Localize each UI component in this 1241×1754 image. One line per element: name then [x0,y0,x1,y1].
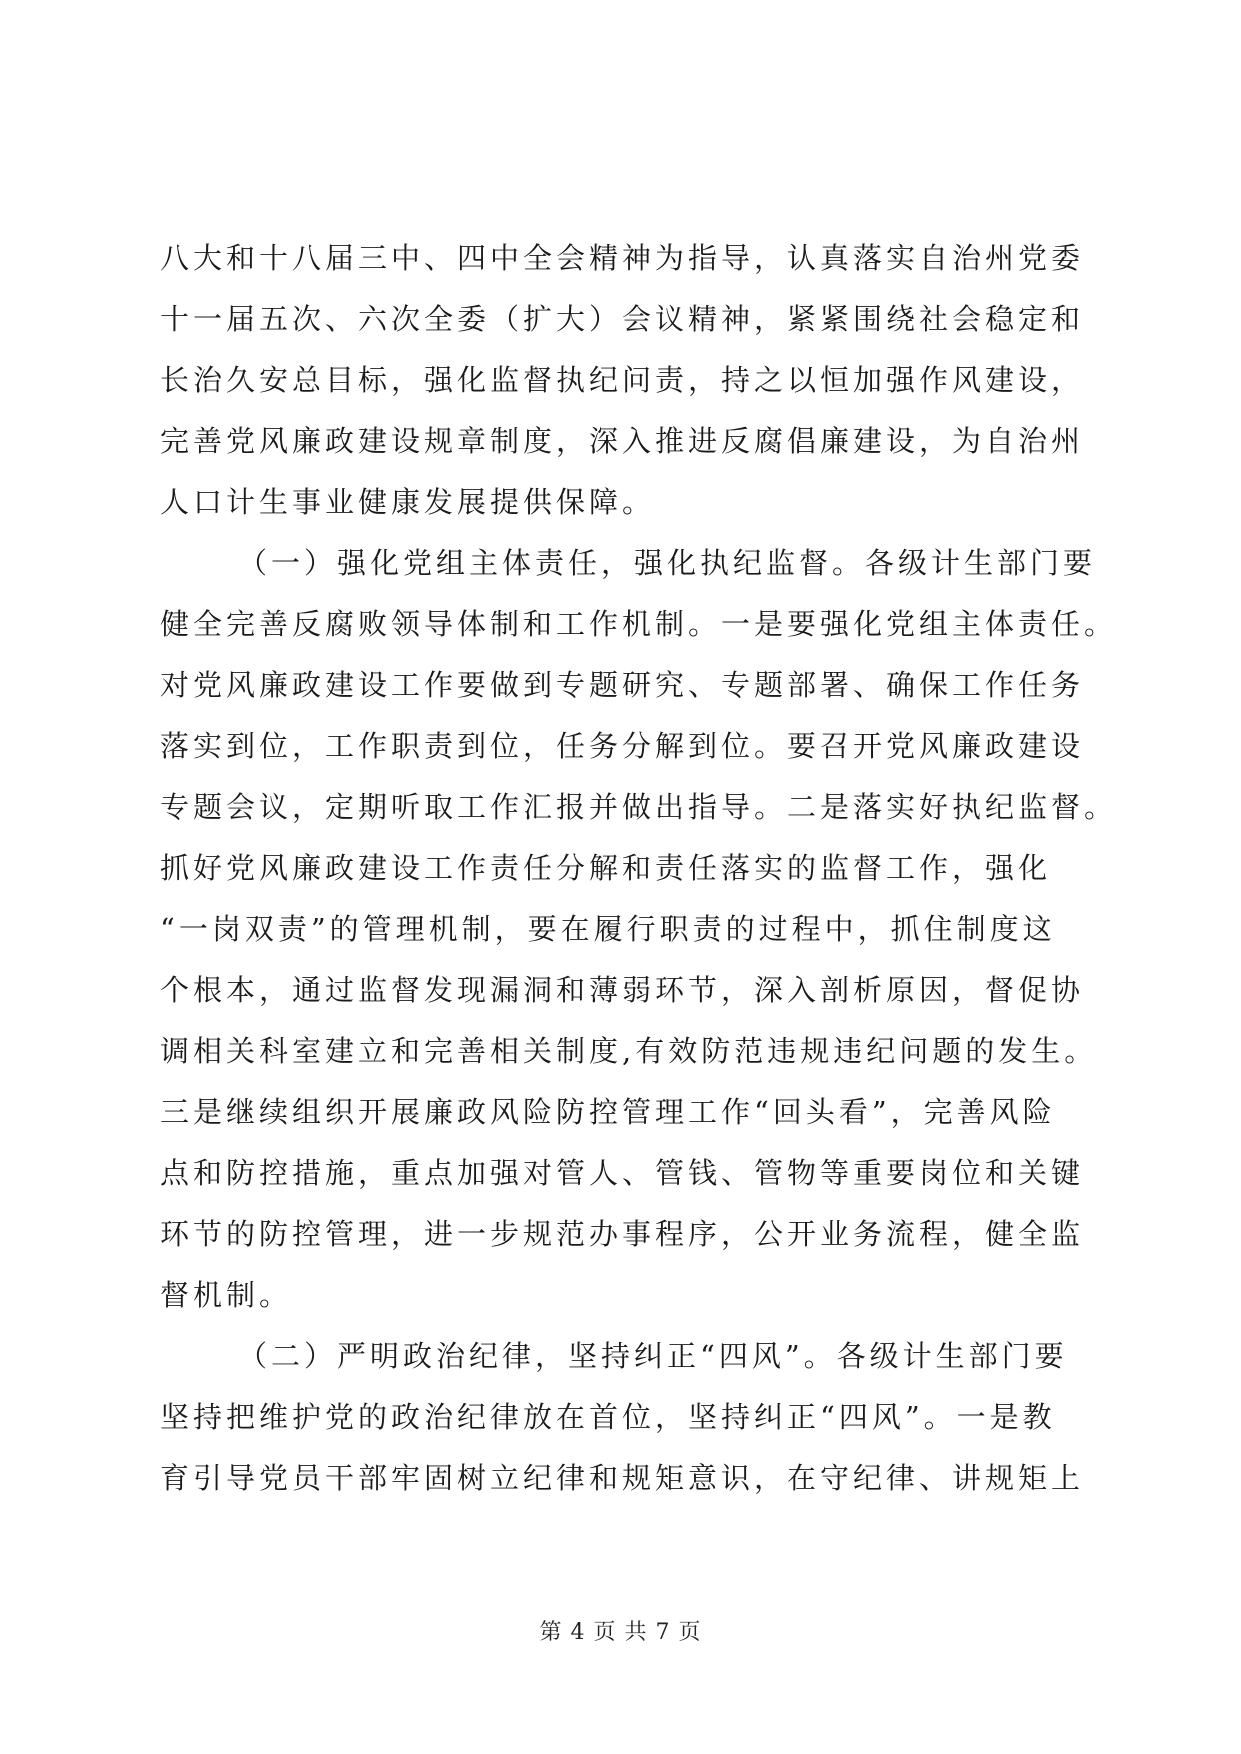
text-line: 健全完善反腐败领导体制和工作机制。一是要强化党组主体责任。 [160,607,1118,641]
text-line: 完善党风廉政建设规章制度，深入推进反腐倡廉建设，为自治州 [160,424,1085,458]
text-line: 落实到位，工作职责到位，任务分解到位。要召开党风廉政建设 [160,729,1085,763]
text-line: 育引导党员干部牢固树立纪律和规矩意识，在守纪律、讲规矩上 [160,1461,1085,1495]
document-body [160,228,1118,1509]
text-line: 十一届五次、六次全委（扩大）会议精神，紧紧围绕社会稳定和 [160,302,1085,336]
text-line: 坚持把维护党的政治纪律放在首位，坚持纠正“四风”。一是教 [160,1400,1056,1434]
section-heading-line: （一）强化党组主体责任，强化执纪监督。各级计生部门要 [238,546,1097,580]
text-line: 对党风廉政建设工作要做到专题研究、专题部署、确保工作任务 [160,668,1085,702]
text-line: 抓好党风廉政建设工作责任分解和责任落实的监督工作，强化 [160,851,1052,885]
text-line: 点和防控措施，重点加强对管人、管钱、管物等重要岗位和关键 [160,1156,1085,1190]
text-line: 人口计生事业健康发展提供保障。 [160,485,656,519]
text-line: 调相关科室建立和完善相关制度,有效防范违规违纪问题的发生。 [160,1034,1098,1068]
text-line: 专题会议，定期听取工作汇报并做出指导。二是落实好执纪监督。 [160,790,1118,824]
text-line: 个根本，通过监督发现漏洞和薄弱环节，深入剖析原因，督促协 [160,973,1085,1007]
text-line: “一岗双责”的管理机制，要在履行职责的过程中，抓住制度这 [160,912,1056,946]
page-number-footer: 第 4 页 共 7 页 [539,1620,702,1645]
text-line: 环节的防控管理，进一步规范办事程序，公开业务流程，健全监 [160,1217,1085,1251]
section-heading-line: （二）严明政治纪律，坚持纠正“四风”。各级计生部门要 [238,1339,1068,1373]
text-line: 三是继续组织开展廉政风险防控管理工作“回头看”，完善风险 [160,1095,1056,1129]
text-line: 督机制。 [160,1278,293,1312]
text-line: 长治久安总目标，强化监督执纪问责，持之以恒加强作风建设， [160,363,1085,397]
text-line: 八大和十八届三中、四中全会精神为指导，认真落实自治州党委 [160,241,1085,275]
